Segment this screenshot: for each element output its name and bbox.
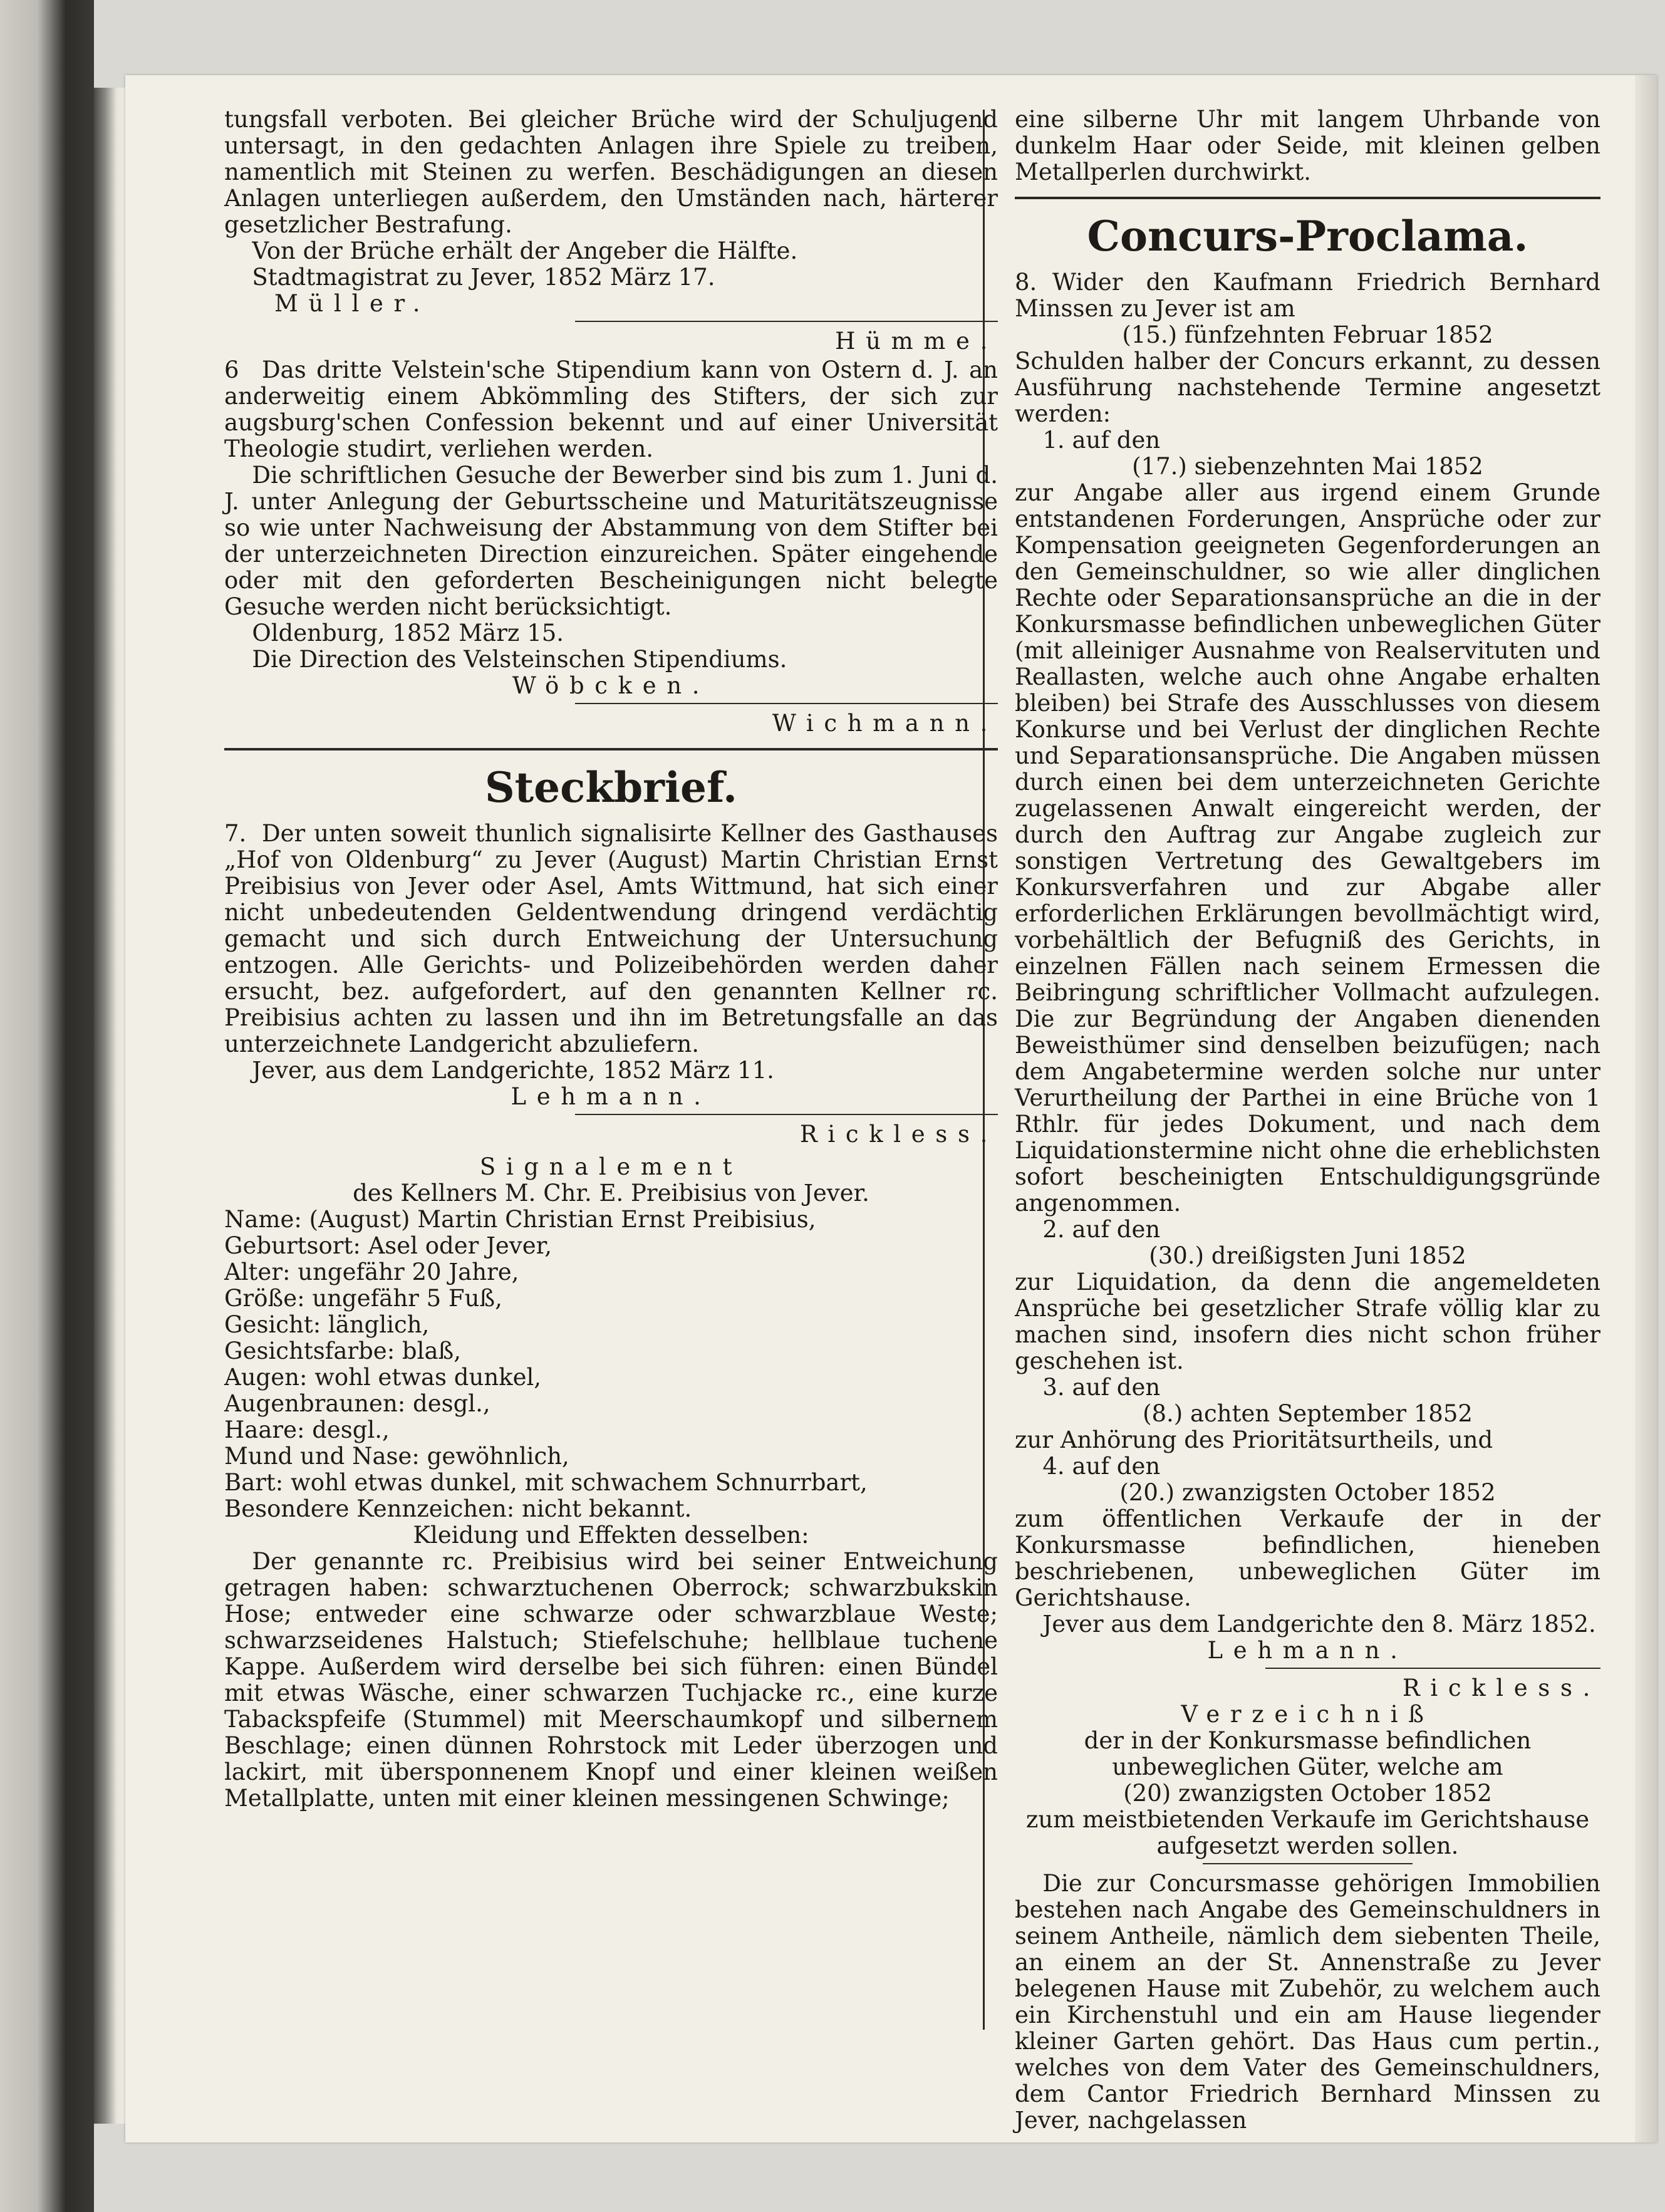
signature-mueller: Müller. xyxy=(274,290,431,317)
term-2: 2. auf den xyxy=(1042,1216,1161,1243)
book-binding xyxy=(0,0,94,2212)
term-3-text: zur Anhörung des Prioritätsurtheils, und xyxy=(1015,1426,1493,1453)
notice-6-direction: Die Direction des Velsteinschen Stipendiums. xyxy=(252,646,787,673)
notice-8-text-2: Schulden halber der Concurs erkannt, zu dessen Ausführung nachstehende Termine angesetzt werden: xyxy=(1015,348,1600,427)
steckbrief-heading: Steckbrief. xyxy=(484,763,738,812)
signature-lehmann-right: Lehmann. xyxy=(1207,1637,1408,1664)
signalement-line: Augenbraunen: desgl., xyxy=(224,1390,490,1417)
notice-6-number: 6 xyxy=(224,356,239,383)
term-1: 1. auf den xyxy=(1042,427,1161,454)
signalement-line: Gesichtsfarbe: blaß, xyxy=(224,1337,461,1364)
signature-humme: Hümme. xyxy=(835,328,998,355)
verzeichniss-subheading-2: zum meistbietenden Verkaufe im Gerichtshause aufgesetzt werden sollen. xyxy=(1025,1806,1590,1859)
signature-rickless: Rickless. xyxy=(799,1121,998,1148)
kleidung-text: Der genannte rc. Preibisius wird bei seiner Entweichung getragen haben: schwarztuchenen Oberrock; schwarzbukskin Hose; entweder eine schwarze oder schwarzblaue Weste; schwarzseidenes Halstuch; Stiefelschuhe; hellblaue tuchene Kappe. Außerdem wird derselbe bei sich führen: einen Bündel mit etwas Wäsche, einer schwarzen Tuchjacke rc., eine kurze Tabackspfeife (Stummel) mit Meerschaumkopf und silbernem Beschlage; einen dünnen Rohrstock mit Leder überzogen und lackirt, mit übersponnenem Knopf und einer kleinen weißen Metallplatte, unten mit einer kleinen messingenen Schwinge; xyxy=(224,1548,998,1812)
notice-6-text-2: Die schriftlichen Gesuche der Bewerber sind bis zum 1. Juni d. J. unter Anlegung der Geburtsscheine und Maturitätszeugnisse so wie unter Nachweisung der Abstammung von dem Stifter bei der unterzeichneten Direction einzureichen. Später eingehende oder mit den geforderten Bescheinigungen nicht belegte Gesuche werden nicht berücksichtigt. xyxy=(224,462,998,620)
signature-woebcken: Wöbcken. xyxy=(512,672,710,699)
signalement-line: Alter: ungefähr 20 Jahre, xyxy=(224,1259,519,1285)
signalement-line: Haare: desgl., xyxy=(224,1416,390,1443)
notice-8-number: 8. xyxy=(1015,269,1037,296)
notice-7-text: Der unten soweit thunlich signalisirte Kellner des Gasthauses „Hof von Oldenburg“ zu Jever (August) Martin Christian Ernst Preibisius von Jever oder Asel, Amts Wittmund, hat sich einer nicht unbedeutenden Geldentwendung dringend verdächtig gemacht und sich durch Entweichung der Untersuchung entzogen. Alle Gerichts- und Polizeibehörden werden daher ersucht, bez. aufgefordert, auf den genannten Kellner rc. Preibisius achten zu lassen und ihn im Betretungsfalle an das unterzeichnete Landgericht abzuliefern. xyxy=(224,820,998,1057)
signalement-line: Besondere Kennzeichen: nicht bekannt. xyxy=(224,1495,692,1522)
left-column xyxy=(224,106,998,1812)
magistrat-line: Stadtmagistrat zu Jever, 1852 März 17. xyxy=(252,264,715,291)
signalement-line: Gesicht: länglich, xyxy=(224,1311,430,1338)
date-17: (17.) siebenzehnten Mai 1852 xyxy=(1132,453,1483,480)
final-paragraph: Die zur Concursmasse gehörigen Immobilien bestehen nach Angabe des Gemeinschuldners in seinem Antheile, nämlich dem siebenten Theile, an einem an der St. Annenstraße zu Jever belegenen Hause mit Zubehör, zu welchem auch ein Kirchenstuhl und ein am Hause liegender kleiner Garten gehört. Das Haus cum pertin., welches von dem Vater des Gemeinschuldners, dem Cantor Friedrich Bernhard Minssen zu Jever, nachgelassen xyxy=(1015,1870,1600,2134)
date-15: (15.) fünfzehnten Februar 1852 xyxy=(1122,321,1493,348)
term-2-text: zur Liquidation, da denn die angemeldeten Ansprüche bei gesetzlicher Strafe völlig klar zu machen sind, insofern dies nicht schon früher geschehen ist. xyxy=(1015,1269,1600,1374)
term-1-text: zur Angabe aller aus irgend einem Grunde entstandenen Forderungen, Ansprüche oder zur Kompensation geeigneten Gegenforderungen an den Gemeinschuldner, so wie aller dinglichen Rechte oder Separationsansprüche an die in der Konkursmasse befindlichen unbeweglichen Güter (mit alleiniger Ausnahme von Realservituten und Reallasten, welche auch ohne Angabe erhalten bleiben) bei Strafe des Ausschlusses von diesem Konkurse und bei Verlust der dinglichen Rechte und Separationsansprüche. Die Angaben müssen durch einen bei dem unterzeichneten Gerichte zugelassenen Anwalt eingereicht werden, der durch den Auftrag zur Angabe zugleich zur sonstigen Vertretung des Gewaltgebers im Konkursverfahren und zur Abgabe aller erforderlichen Erklärungen bevollmächtigt wird, vorbehältlich der Befugniß des Gerichts, in einzelnen Fällen nach seinem Ermessen die Beibringung schriftlicher Vollmacht aufzulegen. Die zur Begründung der Angaben dienenden Beweisthümer sind denselben beizufügen; nach dem Angabetermine werden solche nur unter Verurtheilung der Parthei in eine Brüche von 1 Rthlr. für jedes Dokument, und nach dem Liquidationstermine nicht ohne die erheblichsten sofort bescheinigten Entschuldigungsgründe angenommen. xyxy=(1015,479,1600,1217)
continued-paragraph: eine silberne Uhr mit langem Uhrbande von dunkelm Haar oder Seide, mit kleinen gelben Metallperlen durchwirkt. xyxy=(1015,106,1600,185)
proclama-heading: Concurs-Proclama. xyxy=(1087,212,1528,261)
short-rule-right xyxy=(1265,1668,1600,1669)
date-20: (20.) zwanzigsten October 1852 xyxy=(1119,1479,1496,1506)
signalement-line: Größe: ungefähr 5 Fuß, xyxy=(224,1285,502,1312)
short-rule-2 xyxy=(575,703,998,704)
short-rule-right-2 xyxy=(1203,1863,1413,1864)
notice-8-text: Wider den Kaufmann Friedrich Bernhard Minssen zu Jever ist am xyxy=(1015,269,1600,322)
term-4: 4. auf den xyxy=(1042,1453,1161,1480)
notice-7-date: Jever, aus dem Landgerichte, 1852 März 11. xyxy=(252,1057,774,1084)
page-edge xyxy=(1635,75,1657,2142)
signature-wichmann: Wichmann. xyxy=(772,710,998,737)
signalement-line: Bart: wohl etwas dunkel, mit schwachem Schnurrbart, xyxy=(224,1469,868,1496)
term-4-text: zum öffentlichen Verkaufe der in der Konkursmasse befindlichen, hieneben beschriebenen, unbeweglichen Güter im Gerichtshause. xyxy=(1015,1505,1600,1611)
notice-6-text: Das dritte Velstein'sche Stipendium kann von Ostern d. J. an anderweitig einem Abkömmling des Stifters, der sich zur augsburg'schen Confession bekennt und auf einer Universität Theologie studirt, verliehen werden. xyxy=(224,356,998,462)
proclama-date: Jever aus dem Landgerichte den 8. März 1852. xyxy=(1042,1611,1596,1638)
signalement-heading: Signalement xyxy=(479,1153,743,1180)
notice-6-date: Oldenburg, 1852 März 15. xyxy=(252,620,564,646)
intro-paragraph-2: Von der Brüche erhält der Angeber die Hälfte. xyxy=(252,237,798,264)
date-30: (30.) dreißigsten Juni 1852 xyxy=(1149,1242,1466,1269)
signature-lehmann: Lehmann. xyxy=(511,1083,712,1110)
signalement-line: Mund und Nase: gewöhnlich, xyxy=(224,1443,569,1470)
verzeichniss-heading: Verzeichniß xyxy=(1181,1701,1434,1728)
verzeichniss-date: (20) zwanzigsten October 1852 xyxy=(1123,1780,1492,1807)
notice-7-number: 7. xyxy=(224,820,247,847)
signalement-line: Augen: wohl etwas dunkel, xyxy=(224,1364,542,1391)
short-rule-3 xyxy=(575,1114,998,1115)
signature-rickless-right: Rickless. xyxy=(1402,1675,1600,1701)
signalement-list xyxy=(224,1207,998,1522)
right-column xyxy=(999,106,1600,2134)
verzeichniss-subheading: der in der Konkursmasse befindlichen unbeweglichen Güter, welche am xyxy=(1084,1727,1532,1780)
signalement-subheading: des Kellners M. Chr. E. Preibisius von Jever. xyxy=(353,1180,869,1207)
signalement-line: Name: (August) Martin Christian Ernst Preibisius, xyxy=(224,1206,816,1233)
section-rule-right xyxy=(1015,197,1600,199)
short-rule xyxy=(575,321,998,322)
signalement-line: Geburtsort: Asel oder Jever, xyxy=(224,1232,552,1259)
date-8: (8.) achten September 1852 xyxy=(1143,1400,1473,1427)
term-3: 3. auf den xyxy=(1042,1374,1161,1401)
section-rule xyxy=(224,748,998,750)
kleidung-heading: Kleidung und Effekten desselben: xyxy=(413,1522,809,1549)
intro-paragraph: tungsfall verboten. Bei gleicher Brüche wird der Schuljugend untersagt, in den gedachten Anlagen ihre Spiele zu treiben, namentlich mit Steinen zu werfen. Beschädigungen an diesen Anlagen unterliegen außerdem, den Umständen nach, härterer gesetzlicher Bestrafung. xyxy=(224,106,998,238)
